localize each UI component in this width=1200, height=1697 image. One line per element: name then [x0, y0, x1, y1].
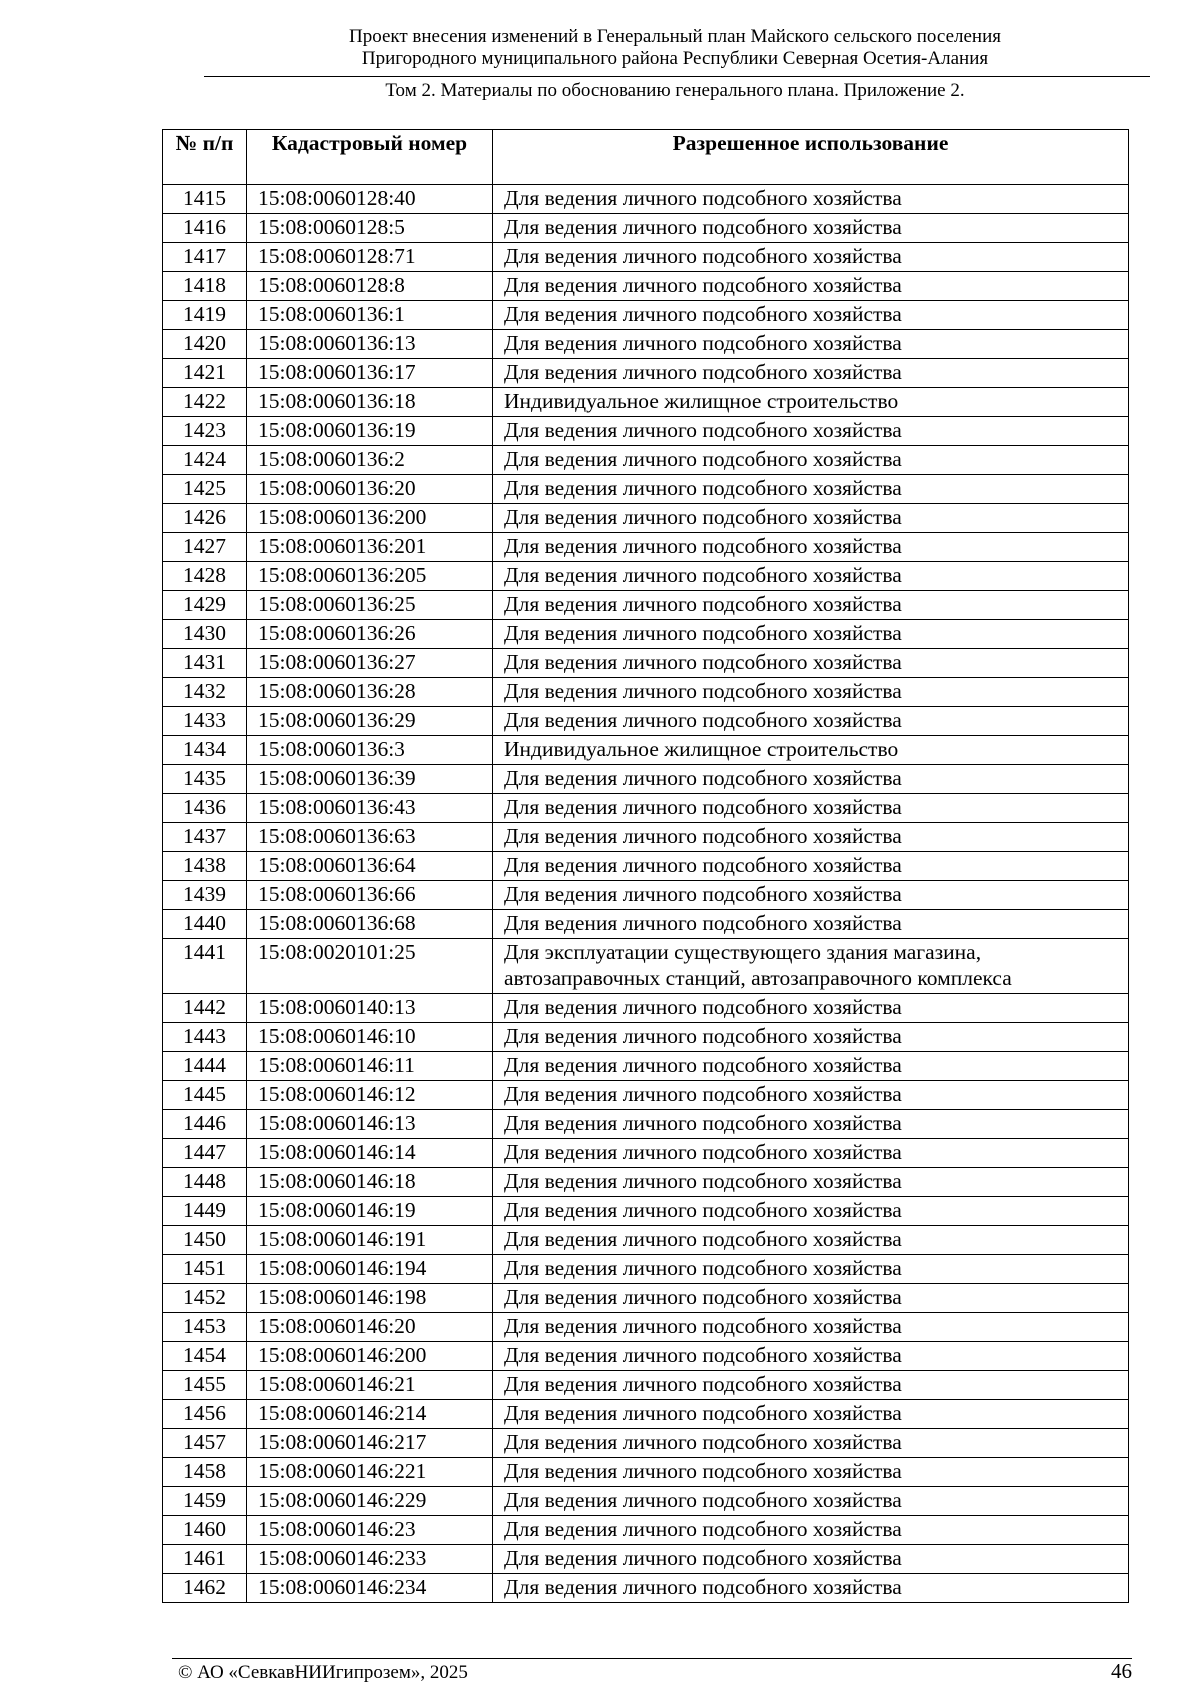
permitted-use-cell: Для ведения личного подсобного хозяйства: [493, 243, 1129, 272]
row-number-cell: 1417: [163, 243, 247, 272]
table-row: [163, 823, 1129, 852]
table-row: [163, 301, 1129, 330]
table-row: [163, 562, 1129, 591]
table-row: [163, 446, 1129, 475]
row-number-cell: 1433: [163, 707, 247, 736]
permitted-use-cell: Для ведения личного подсобного хозяйства: [493, 214, 1129, 243]
cadastral-number-cell: 15:08:0060136:13: [247, 330, 493, 359]
row-number-cell: 1458: [163, 1458, 247, 1487]
footer-copyright: © АО «СевкавНИИгипрозем», 2025: [178, 1662, 468, 1683]
permitted-use-cell: Для ведения личного подсобного хозяйства: [493, 1516, 1129, 1545]
cadastral-number-cell: 15:08:0060146:233: [247, 1545, 493, 1574]
table-row: [163, 185, 1129, 214]
row-number-cell: 1423: [163, 417, 247, 446]
table-row: [163, 330, 1129, 359]
cadastral-number-cell: 15:08:0060136:205: [247, 562, 493, 591]
table-row: [163, 1313, 1129, 1342]
row-number-cell: 1461: [163, 1545, 247, 1574]
cadastral-number-cell: 15:08:0060128:40: [247, 185, 493, 214]
volume-subtitle: Том 2. Материалы по обоснованию генерального плана. Приложение 2.: [385, 80, 965, 101]
cadastral-number-cell: 15:08:0060128:71: [247, 243, 493, 272]
table-row: [163, 504, 1129, 533]
cadastral-number-cell: 15:08:0060136:43: [247, 794, 493, 823]
permitted-use-cell: Для ведения личного подсобного хозяйства: [493, 1197, 1129, 1226]
permitted-use-cell: Для ведения личного подсобного хозяйства: [493, 1487, 1129, 1516]
row-number-cell: 1426: [163, 504, 247, 533]
permitted-use-cell: Для ведения личного подсобного хозяйства: [493, 1313, 1129, 1342]
row-number-cell: 1428: [163, 562, 247, 591]
row-number-cell: 1425: [163, 475, 247, 504]
permitted-use-cell: Для ведения личного подсобного хозяйства: [493, 1226, 1129, 1255]
table-row: [163, 1545, 1129, 1574]
row-number-cell: 1445: [163, 1081, 247, 1110]
table-row: [163, 707, 1129, 736]
row-number-cell: 1435: [163, 765, 247, 794]
cadastral-number-cell: 15:08:0060136:28: [247, 678, 493, 707]
permitted-use-cell: Для ведения личного подсобного хозяйства: [493, 562, 1129, 591]
cadastral-number-cell: 15:08:0060136:200: [247, 504, 493, 533]
cadastral-number-cell: 15:08:0060136:19: [247, 417, 493, 446]
cadastral-number-cell: 15:08:0060140:13: [247, 994, 493, 1023]
permitted-use-cell: Для ведения личного подсобного хозяйства: [493, 881, 1129, 910]
row-number-cell: 1439: [163, 881, 247, 910]
table-row: [163, 1110, 1129, 1139]
cadastral-number-cell: 15:08:0060136:201: [247, 533, 493, 562]
row-number-cell: 1453: [163, 1313, 247, 1342]
row-number-cell: 1431: [163, 649, 247, 678]
table-row: [163, 910, 1129, 939]
row-number-cell: 1438: [163, 852, 247, 881]
header-divider: [204, 76, 1150, 77]
permitted-use-cell: Для ведения личного подсобного хозяйства: [493, 1574, 1129, 1603]
cadastral-number-cell: 15:08:0060146:200: [247, 1342, 493, 1371]
permitted-use-cell: Для ведения личного подсобного хозяйства: [493, 1052, 1129, 1081]
permitted-use-cell: Для ведения личного подсобного хозяйства: [493, 707, 1129, 736]
cadastral-number-cell: 15:08:0060136:17: [247, 359, 493, 388]
page-number: 46: [1111, 1659, 1132, 1683]
table-row: [163, 1139, 1129, 1168]
cadastral-number-cell: 15:08:0060146:21: [247, 1371, 493, 1400]
cadastral-number-cell: 15:08:0060136:68: [247, 910, 493, 939]
header-title-line2: Пригородного муниципального района Республики Северная Осетия-Алания: [361, 48, 989, 69]
table-row: [163, 475, 1129, 504]
cadastral-number-cell: 15:08:0060146:10: [247, 1023, 493, 1052]
table-row: [163, 678, 1129, 707]
cadastral-number-cell: 15:08:0060146:194: [247, 1255, 493, 1284]
table-body: [163, 185, 1129, 1603]
table-row: [163, 417, 1129, 446]
row-number-cell: 1452: [163, 1284, 247, 1313]
permitted-use-cell: Для ведения личного подсобного хозяйства: [493, 794, 1129, 823]
row-number-cell: 1427: [163, 533, 247, 562]
table-row: [163, 994, 1129, 1023]
row-number-cell: 1436: [163, 794, 247, 823]
permitted-use-cell: Индивидуальное жилищное строительство: [493, 388, 1129, 417]
cadastral-number-cell: 15:08:0060136:1: [247, 301, 493, 330]
permitted-use-cell: Для ведения личного подсобного хозяйства: [493, 1110, 1129, 1139]
table-row: [163, 1458, 1129, 1487]
row-number-cell: 1459: [163, 1487, 247, 1516]
row-number-cell: 1422: [163, 388, 247, 417]
cadastral-number-cell: 15:08:0060146:221: [247, 1458, 493, 1487]
row-number-cell: 1424: [163, 446, 247, 475]
table-row: [163, 794, 1129, 823]
cadastral-number-cell: 15:08:0060146:14: [247, 1139, 493, 1168]
cadastral-number-cell: 15:08:0060136:18: [247, 388, 493, 417]
table-row: [163, 1371, 1129, 1400]
table-row: [163, 620, 1129, 649]
table-row: [163, 214, 1129, 243]
row-number-cell: 1446: [163, 1110, 247, 1139]
cadastral-number-cell: 15:08:0020101:25: [247, 939, 493, 994]
table-row: [163, 1052, 1129, 1081]
permitted-use-cell: Для ведения личного подсобного хозяйства: [493, 1400, 1129, 1429]
cadastral-number-cell: 15:08:0060136:2: [247, 446, 493, 475]
permitted-use-cell: Для ведения личного подсобного хозяйства: [493, 823, 1129, 852]
cadastral-number-cell: 15:08:0060146:234: [247, 1574, 493, 1603]
table-row: [163, 1516, 1129, 1545]
permitted-use-cell: Для ведения личного подсобного хозяйства: [493, 1284, 1129, 1313]
cadastral-number-cell: 15:08:0060146:20: [247, 1313, 493, 1342]
row-number-cell: 1456: [163, 1400, 247, 1429]
cadastral-number-cell: 15:08:0060146:19: [247, 1197, 493, 1226]
row-number-cell: 1449: [163, 1197, 247, 1226]
permitted-use-cell: Для ведения личного подсобного хозяйства: [493, 620, 1129, 649]
permitted-use-cell: Для ведения личного подсобного хозяйства: [493, 272, 1129, 301]
cadastral-number-cell: 15:08:0060136:39: [247, 765, 493, 794]
cadastral-number-cell: 15:08:0060146:13: [247, 1110, 493, 1139]
permitted-use-cell: Для ведения личного подсобного хозяйства: [493, 1342, 1129, 1371]
row-number-cell: 1450: [163, 1226, 247, 1255]
row-number-cell: 1455: [163, 1371, 247, 1400]
permitted-use-cell: Для ведения личного подсобного хозяйства: [493, 1429, 1129, 1458]
cadastral-number-cell: 15:08:0060146:191: [247, 1226, 493, 1255]
cadastral-number-cell: 15:08:0060128:5: [247, 214, 493, 243]
table-row: [163, 1400, 1129, 1429]
cadastral-number-cell: 15:08:0060146:11: [247, 1052, 493, 1081]
cadastral-number-cell: 15:08:0060146:18: [247, 1168, 493, 1197]
permitted-use-cell: Для ведения личного подсобного хозяйства: [493, 1458, 1129, 1487]
permitted-use-cell: Для ведения личного подсобного хозяйства: [493, 1545, 1129, 1574]
row-number-cell: 1419: [163, 301, 247, 330]
permitted-use-cell: Для ведения личного подсобного хозяйства: [493, 1023, 1129, 1052]
cadastral-number-cell: 15:08:0060136:27: [247, 649, 493, 678]
row-number-cell: 1447: [163, 1139, 247, 1168]
row-number-cell: 1418: [163, 272, 247, 301]
row-number-cell: 1434: [163, 736, 247, 765]
permitted-use-cell: Для ведения личного подсобного хозяйства: [493, 852, 1129, 881]
permitted-use-cell: Для ведения личного подсобного хозяйства: [493, 330, 1129, 359]
column-header-permitted-use: Разрешенное использование: [493, 130, 1129, 185]
cadastral-number-cell: 15:08:0060128:8: [247, 272, 493, 301]
cadastral-number-cell: 15:08:0060136:29: [247, 707, 493, 736]
table-row: [163, 649, 1129, 678]
row-number-cell: 1415: [163, 185, 247, 214]
row-number-cell: 1440: [163, 910, 247, 939]
permitted-use-cell: Для ведения личного подсобного хозяйства: [493, 475, 1129, 504]
permitted-use-cell: Для ведения личного подсобного хозяйства: [493, 1139, 1129, 1168]
permitted-use-cell: Индивидуальное жилищное строительство: [493, 736, 1129, 765]
row-number-cell: 1444: [163, 1052, 247, 1081]
table-row: [163, 939, 1129, 994]
table-row: [163, 1226, 1129, 1255]
table-row: [163, 1284, 1129, 1313]
table-row: [163, 359, 1129, 388]
cadastral-number-cell: 15:08:0060146:229: [247, 1487, 493, 1516]
row-number-cell: 1451: [163, 1255, 247, 1284]
row-number-cell: 1416: [163, 214, 247, 243]
row-number-cell: 1437: [163, 823, 247, 852]
permitted-use-cell: Для ведения личного подсобного хозяйства: [493, 678, 1129, 707]
cadastral-number-cell: 15:08:0060146:23: [247, 1516, 493, 1545]
table-row: [163, 1168, 1129, 1197]
header-title-line1: Проект внесения изменений в Генеральный план Майского сельского поселения: [348, 26, 1001, 47]
table-row: [163, 1429, 1129, 1458]
table-row: [163, 881, 1129, 910]
table-row: [163, 1023, 1129, 1052]
permitted-use-cell: Для ведения личного подсобного хозяйства: [493, 504, 1129, 533]
table-row: [163, 1487, 1129, 1516]
table-row: [163, 1081, 1129, 1110]
table-row: [163, 852, 1129, 881]
table-row: [163, 1197, 1129, 1226]
permitted-use-cell: Для ведения личного подсобного хозяйства: [493, 649, 1129, 678]
row-number-cell: 1448: [163, 1168, 247, 1197]
cadastral-number-cell: 15:08:0060136:64: [247, 852, 493, 881]
row-number-cell: 1420: [163, 330, 247, 359]
cadastral-number-cell: 15:08:0060136:20: [247, 475, 493, 504]
table-row: [163, 736, 1129, 765]
row-number-cell: 1462: [163, 1574, 247, 1603]
row-number-cell: 1442: [163, 994, 247, 1023]
cadastral-table: [162, 129, 1129, 1603]
table-row: [163, 1255, 1129, 1284]
table-row: [163, 272, 1129, 301]
row-number-cell: 1421: [163, 359, 247, 388]
table-row: [163, 1342, 1129, 1371]
permitted-use-cell: Для ведения личного подсобного хозяйства: [493, 359, 1129, 388]
row-number-cell: 1432: [163, 678, 247, 707]
row-number-cell: 1430: [163, 620, 247, 649]
cadastral-number-cell: 15:08:0060136:26: [247, 620, 493, 649]
table-header-row: [163, 130, 1129, 185]
permitted-use-cell: Для ведения личного подсобного хозяйства: [493, 591, 1129, 620]
permitted-use-cell: Для ведения личного подсобного хозяйства: [493, 910, 1129, 939]
row-number-cell: 1457: [163, 1429, 247, 1458]
column-header-cadastral-number: Кадастровый номер: [247, 130, 493, 185]
permitted-use-cell: Для ведения личного подсобного хозяйства: [493, 1255, 1129, 1284]
row-number-cell: 1460: [163, 1516, 247, 1545]
table-row: [163, 243, 1129, 272]
cadastral-number-cell: 15:08:0060146:198: [247, 1284, 493, 1313]
table-row: [163, 1574, 1129, 1603]
permitted-use-cell: Для ведения личного подсобного хозяйства: [493, 1371, 1129, 1400]
permitted-use-cell: Для ведения личного подсобного хозяйства: [493, 533, 1129, 562]
table-row: [163, 388, 1129, 417]
row-number-cell: 1441: [163, 939, 247, 994]
permitted-use-cell: Для ведения личного подсобного хозяйства: [493, 446, 1129, 475]
permitted-use-cell: Для ведения личного подсобного хозяйства: [493, 994, 1129, 1023]
cadastral-number-cell: 15:08:0060136:25: [247, 591, 493, 620]
cadastral-number-cell: 15:08:0060136:66: [247, 881, 493, 910]
table-row: [163, 533, 1129, 562]
footer-divider: [172, 1658, 1132, 1659]
table-row: [163, 765, 1129, 794]
table-row: [163, 591, 1129, 620]
cadastral-number-cell: 15:08:0060146:217: [247, 1429, 493, 1458]
cadastral-number-cell: 15:08:0060146:12: [247, 1081, 493, 1110]
permitted-use-cell: Для ведения личного подсобного хозяйства: [493, 1081, 1129, 1110]
cadastral-number-cell: 15:08:0060146:214: [247, 1400, 493, 1429]
cadastral-number-cell: 15:08:0060136:63: [247, 823, 493, 852]
permitted-use-cell: Для ведения личного подсобного хозяйства: [493, 1168, 1129, 1197]
permitted-use-cell: Для ведения личного подсобного хозяйства: [493, 417, 1129, 446]
cadastral-number-cell: 15:08:0060136:3: [247, 736, 493, 765]
row-number-cell: 1443: [163, 1023, 247, 1052]
permitted-use-cell: Для ведения личного подсобного хозяйства: [493, 301, 1129, 330]
permitted-use-cell: Для ведения личного подсобного хозяйства: [493, 185, 1129, 214]
permitted-use-cell: Для эксплуатации существующего здания магазина, автозаправочных станций, автозаправочного комплекса: [493, 939, 1129, 994]
document-header: [200, 26, 1150, 70]
row-number-cell: 1429: [163, 591, 247, 620]
permitted-use-cell: Для ведения личного подсобного хозяйства: [493, 765, 1129, 794]
row-number-cell: 1454: [163, 1342, 247, 1371]
column-header-number: № п/п: [163, 130, 247, 185]
